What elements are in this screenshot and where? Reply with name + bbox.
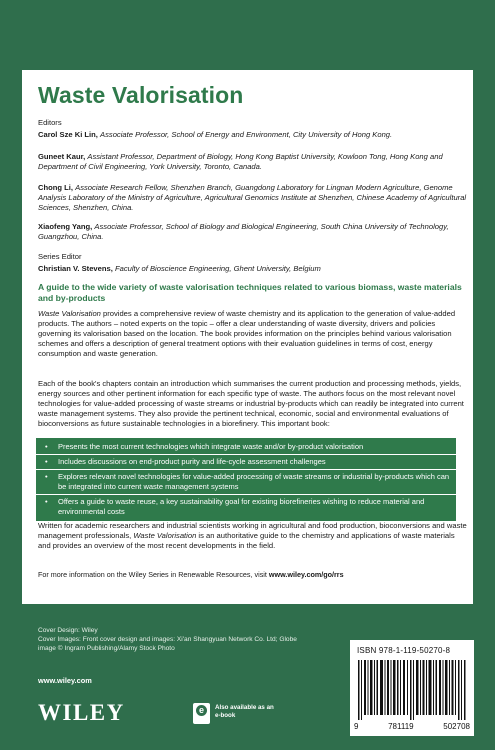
feature-bullet-list [36, 438, 456, 521]
bullet-icon: • [45, 457, 48, 466]
more-info [38, 570, 344, 579]
series-editor-name: Christian V. Stevens, [38, 264, 113, 273]
cover-design-credit: Cover Design: Wiley [38, 627, 98, 634]
audience-paragraph [38, 521, 468, 551]
barcode-digit-group: 781119 [388, 722, 414, 731]
title-italic: Waste Valorisation [38, 309, 101, 318]
barcode-digit-group: 9 [354, 722, 359, 731]
bullet-text: Presents the most current technologies which integrate waste and/or by-product valorisation [58, 442, 364, 451]
cover-images-credit: Cover Images: Front cover design and images: Xi'an Shangyuan Network Co. Ltd; Globe image © Ingram Publishing/Alamy Stock Photo [38, 636, 297, 653]
wiley-logo: WILEY [38, 700, 125, 725]
more-info-text: For more information on the Wiley Series in Renewable Resources, visit [38, 570, 269, 579]
editor-name: Carol Sze Ki Lin, [38, 130, 98, 139]
paragraph-text: is an authoritative guide to the chemistry and applications of waste materials and provides an overview of the most recent developments in the field. [38, 531, 455, 551]
cover-credits [38, 626, 308, 654]
editor-affiliation: Associate Research Fellow, Shenzhen Branch, Guangdong Laboratory for Lingnan Modern Agriculture, Genome Analysis Laboratory of the Ministry of Agriculture, Agricultural Genomics Institute at Shenzhen, Chinese Academy of Agricultural Sciences, Shenzhen, China. [38, 183, 467, 213]
bullet-item [36, 469, 456, 494]
editor-entry [38, 130, 468, 140]
bullet-icon: • [45, 497, 48, 506]
book-title: Waste Valorisation [38, 82, 244, 108]
editor-entry [38, 222, 468, 242]
barcode-digits [354, 722, 470, 731]
editors-label: Editors [38, 118, 62, 127]
editor-name: Guneet Kaur, [38, 152, 86, 161]
editor-name: Xiaofeng Yang, [38, 222, 93, 231]
description-paragraph [38, 309, 468, 359]
bullet-item [36, 454, 456, 469]
bullet-icon: • [45, 472, 48, 481]
editor-entry [38, 152, 468, 172]
barcode-icon [358, 660, 466, 720]
series-editor-entry [38, 264, 468, 274]
editor-affiliation: Associate Professor, School of Energy and Environment, City University of Hong Kong. [100, 130, 393, 139]
editor-entry [38, 183, 468, 214]
bullet-icon: • [45, 442, 48, 451]
headline: A guide to the wide variety of waste valorisation techniques related to various biomass, waste materials and by-products [38, 282, 462, 303]
paragraph-text: provides a comprehensive review of waste chemistry and its application to the generation of value-added products. The authors – noted experts on the topic – offer a clear understanding of waste diversity, drivers and policies governing its valorisation based on the location. The book provides information on the principles behind various valorisation schemes and offers a description of general treatment options with their evaluation guidelines in terms of cost, energy consumption and waste generation. [38, 309, 456, 359]
content-panel [22, 70, 473, 604]
isbn-barcode-box [350, 640, 474, 736]
bullet-text: Offers a guide to waste reuse, a key sustainability goal for existing biorefineries wishing to reduce material and environmental costs [58, 497, 425, 516]
editor-affiliation: Associate Professor, School of Biology and Biological Engineering, South China University of Technology, Guangzhou, China. [38, 222, 449, 242]
title-italic: Waste Valorisation [133, 531, 197, 541]
bullet-item [36, 494, 456, 519]
website-link[interactable]: www.wiley.com [38, 676, 92, 685]
bullet-item [36, 440, 456, 454]
editor-name: Chong Li, [38, 183, 74, 192]
editor-affiliation: Assistant Professor, Department of Biology, Hong Kong Baptist University, Kowloon Tong, Hong Kong and Department of Civil Engineering, York University, Toronto, Canada. [38, 152, 443, 172]
barcode-digit-group: 502708 [443, 722, 470, 731]
isbn-label: ISBN 978-1-119-50270-8 [357, 646, 451, 655]
bullet-text: Includes discussions on end-product purity and life-cycle assessment challenges [58, 457, 326, 466]
series-editor-label: Series Editor [38, 252, 82, 261]
series-editor-affiliation: Faculty of Bioscience Engineering, Ghent University, Belgium [114, 264, 321, 273]
top-band [0, 0, 495, 70]
series-link[interactable]: www.wiley.com/go/rrs [268, 570, 344, 579]
ebook-note: Also available as an e-book [215, 704, 274, 720]
ebook-icon: e [193, 703, 210, 724]
bullet-text: Explores relevant novel technologies for value-added processing of waste streams or industrial by-products which can be integrated into current waste management systems [58, 472, 450, 491]
chapters-paragraph: Each of the book's chapters contain an introduction which summarises the current production and processing methods, yields, energy sources and other pertinent information for each specific type of waste. The authors focus on the most relevant novel technologies for value-added processing of waste streams or industrial by-products which can readily be integrated into current waste management systems. They also provide the pertinent technical, economic, social and environmental evaluations of bioconversions as future sustainable technologies in a biorefinery. This important book: [38, 379, 464, 429]
paragraph-text: Written for academic researchers and industrial scientists working in agricultural and food production, bioconversions and waste management professionals, [38, 521, 467, 541]
